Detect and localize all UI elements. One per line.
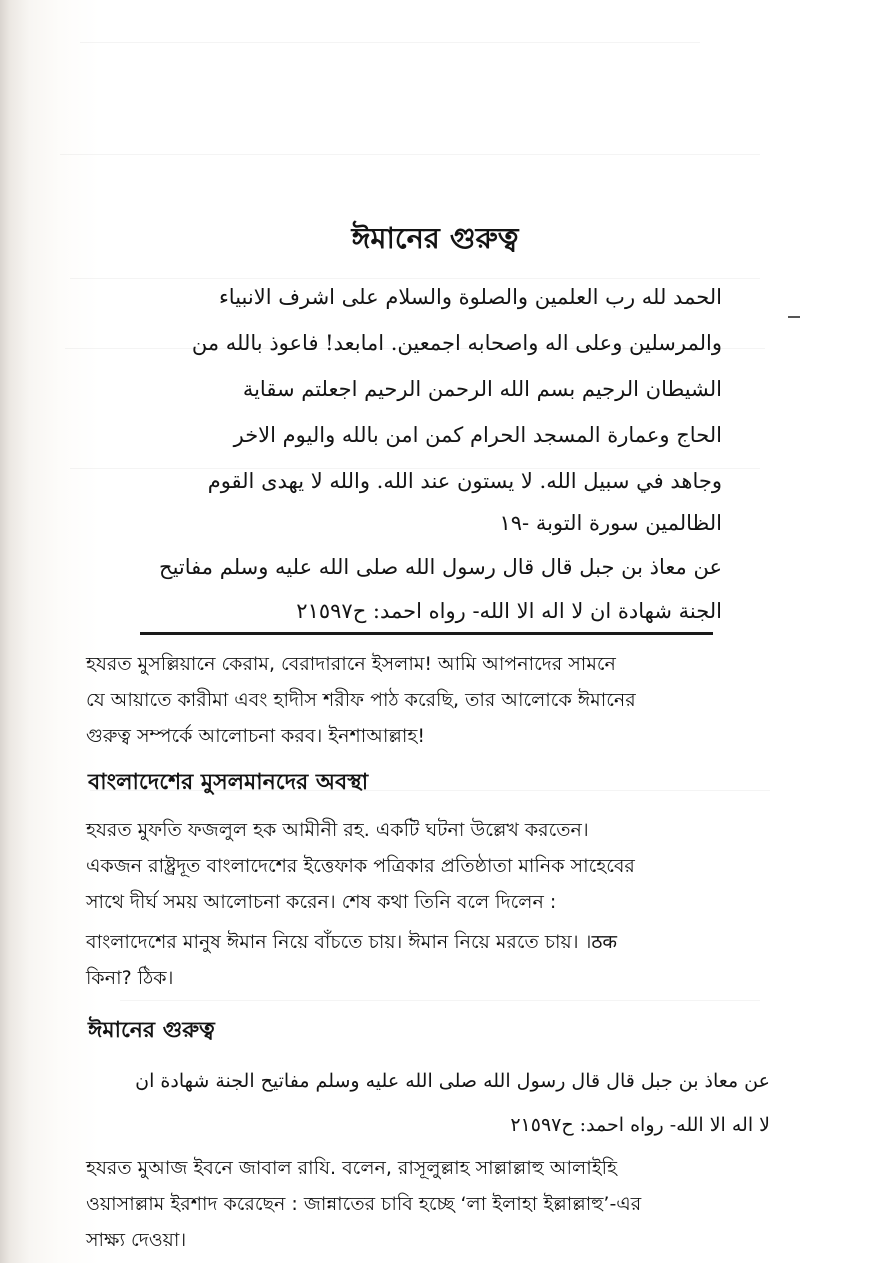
arabic-line: الجنة شهادة ان لا اله الا الله- رواه احمد: ح٢١٥٩٧ bbox=[296, 599, 722, 623]
page-title: ঈমানের গুরুত্ব bbox=[351, 221, 519, 255]
intro-paragraph bbox=[86, 646, 786, 754]
section1-quote bbox=[86, 924, 786, 996]
section-divider bbox=[140, 632, 713, 635]
paragraph-line: একজন রাষ্ট্রদূত বাংলাদেশের ইত্তেফাক পত্রিকার প্রতিষ্ঠাতা মানিক সাহেবের bbox=[86, 855, 635, 877]
stray-ink-mark bbox=[788, 316, 800, 318]
section2-paragraph bbox=[86, 1150, 786, 1258]
paragraph-line: সাক্ষ্য দেওয়া। bbox=[86, 1229, 187, 1251]
paragraph-line: হযরত মুসল্লিয়ানে কেরাম, বেরাদারানে ইসলাম! আমি আপনাদের সামনে bbox=[86, 653, 616, 675]
bleed-through-line bbox=[120, 1000, 760, 1001]
arabic-line: الشيطان الرجيم بسم الله الرحمن الرحيم اجعلتم سقاية bbox=[242, 377, 722, 401]
section1-paragraph bbox=[86, 812, 786, 920]
arabic-line: عن معاذ بن جبل قال قال رسول الله صلى الله عليه وسلم مفاتيح bbox=[159, 555, 722, 579]
paragraph-line: হযরত মুআজ ইবনে জাবাল রাযি. বলেন, রাসূলুল্লাহ সাল্লাল্লাহু আলাইহি bbox=[86, 1157, 618, 1179]
paragraph-line: গুরুত্ব সম্পর্কে আলোচনা করব। ইনশাআল্লাহ! bbox=[86, 725, 426, 747]
arabic-line: والمرسلين وعلى اله واصحابه اجمعين. امابعد! فاعوذ بالله من bbox=[191, 331, 722, 355]
arabic-hadith-line: لا اله الا الله- رواه احمد: ح٢١٥٩٧ bbox=[510, 1114, 770, 1136]
arabic-line: الظالمين سورة التوبة -١٩ bbox=[499, 511, 722, 535]
paragraph-line: সাথে দীর্ঘ সময় আলোচনা করেন। শেষ কথা তিনি বলে দিলেন : bbox=[86, 891, 557, 913]
paragraph-line: ওয়াসাল্লাম ইরশাদ করেছেন : জান্নাতের চাবি হচ্ছে ‘লা ইলাহা ইল্লাল্লাহু’-এর bbox=[86, 1193, 642, 1215]
bleed-through-line bbox=[80, 42, 700, 43]
arabic-line: الحمد لله رب العلمين والصلوة والسلام على اشرف الانبياء bbox=[218, 285, 722, 309]
section-heading: ঈমানের গুরুত্ব bbox=[88, 1018, 215, 1043]
paragraph-line: হযরত মুফতি ফজলুল হক আমীনী রহ. একটি ঘটনা উল্লেখ করতেন। bbox=[86, 819, 589, 841]
bleed-through-line bbox=[60, 154, 760, 155]
quote-line: বাংলাদেশের মানুষ ঈমান নিয়ে বাঁচতে চায়। ঈমান নিয়ে মরতে চায়। ।ठक bbox=[86, 931, 618, 953]
arabic-line: الحاج وعمارة المسجد الحرام كمن امن بالله واليوم الاخر bbox=[233, 423, 722, 447]
quote-line: কিনা? ঠিক। bbox=[86, 967, 174, 989]
paragraph-line: যে আয়াতে কারীমা এবং হাদীস শরীফ পাঠ করেছি, তার আলোকে ঈমানের bbox=[86, 689, 636, 711]
arabic-line: وجاهد في سبيل الله. لا يستون عند الله. والله لا يهدى القوم bbox=[207, 469, 722, 493]
arabic-hadith-line: عن معاذ بن جبل قال قال رسول الله صلى الله عليه وسلم مفاتيح الجنة شهادة ان bbox=[135, 1070, 770, 1092]
section-heading: বাংলাদেশের মুসলমানদের অবস্থা bbox=[88, 770, 369, 795]
